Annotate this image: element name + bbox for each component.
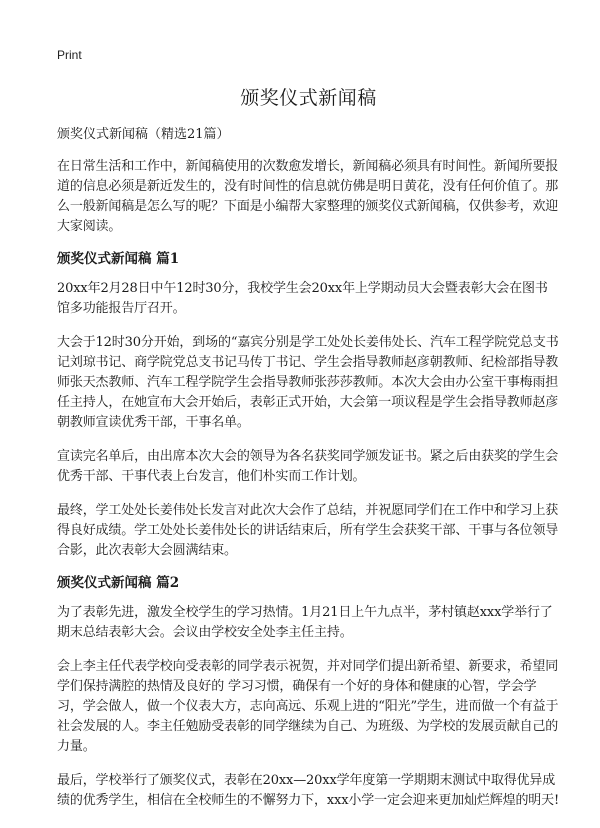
print-link[interactable]: Print	[57, 48, 82, 62]
body-paragraph: 会上李主任代表学校向受表彰的同学表示祝贺，并对同学们提出新希望、新要求，希望同学们保持满腔的热情及良好的 学习习惯，确保有一个好的身体和健康的心智，学会学习，学会做人，做一个仪表大方，志向高远、乐观上进的“阳光”学生，进而做一个有益于社会发展的人。李主任勉励受表彰的同学继续为自己、为班级、为学校的发展贡献自己的力量。	[57, 659, 559, 754]
body-paragraph: 20xx年2月28日中午12时30分，我校学生会20xx年上学期动员大会暨表彰大会在图书馆多功能报告厅召开。	[57, 281, 548, 316]
section-heading: 颁奖仪式新闻稿 篇2	[57, 575, 180, 591]
section-heading: 颁奖仪式新闻稿 篇1	[57, 251, 180, 267]
body-paragraph: 宣读完名单后，由出席本次大会的领导为各名获奖同学颁发证书。紧之后由获奖的学生会优秀干部、干事代表上台发言，他们朴实而工作计划。	[57, 449, 559, 484]
body-paragraph: 大会于12时30分开始，到场的“嘉宾分别是学工处处长姜伟处长、汽车工程学院党总支书记刘琼书记、商学院党总支书记马传丁书记、学生会指导教师赵彦朝教师、纪检部指导教师张天杰教师、汽车工程学院学生会指导教师张莎莎教师。本次大会由办公室干事梅雨担任主持人，在她宣布大会开始后，表彰正式开始，大会第一项议程是学生会指导教师赵彦朝教师宣读优秀干部，干事名单。	[57, 335, 559, 430]
body-paragraph: 最终，学工处处长姜伟处长发言对此次大会作了总结，并祝愿同学们在工作中和学习上获得良好成绩。学工处处长姜伟处长的讲话结束后，所有学生会获奖干部、干事与各位领导合影，此次表彰大会圆满结束。	[57, 503, 559, 558]
intro-paragraph: 在日常生活和工作中，新闻稿使用的次数愈发增长，新闻稿必须具有时间性。新闻所要报道的信息必须是新近发生的，没有时间性的信息就仿佛是明日黄花，没有任何价值了。那么一般新闻稿是怎么写的呢？下面是小编帮大家整理的颁奖仪式新闻稿，仅供参考，欢迎大家阅读。	[57, 159, 559, 234]
body-paragraph: 最后，学校举行了颁奖仪式，表彰在20xx—20xx学年度第一学期期末测试中取得优异成绩的优秀学生，相信在全校师生的不懈努力下，xxx小学一定会迎来更加灿烂辉煌的明天!	[57, 773, 560, 808]
page-title: 颁奖仪式新闻稿	[240, 87, 377, 109]
body-paragraph: 为了表彰先进，激发全校学生的学习热情。1月21日上午九点半，茅村镇赵xxx学举行了期末总结表彰大会。会议由学校安全处李主任主持。	[57, 605, 553, 640]
article-subtitle: 颁奖仪式新闻稿（精选21篇）	[57, 127, 230, 142]
